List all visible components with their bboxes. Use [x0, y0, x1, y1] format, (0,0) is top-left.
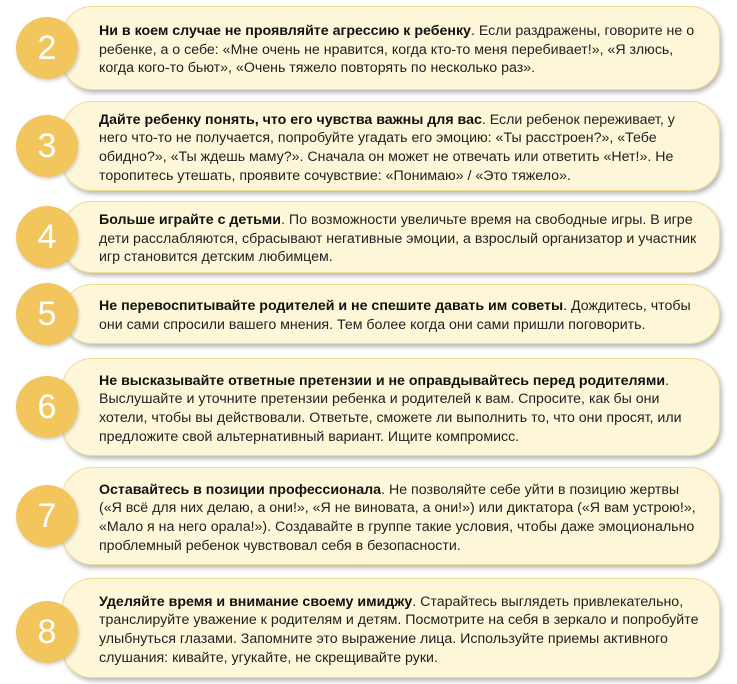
tip-body: . Если ребенок переживает, у него что-то не получается, попробуйте угадать его эмоцию: «Ты расстроен?», «Тебе обидно?», «Ты ждешь маму?». Сначала он может не отвечать или ответить «Нет!». Не торопитесь утешать, проявите сочувствие: «Понимаю» / «Это тяжело». [99, 111, 675, 184]
tip-title: Больше играйте с детьми [99, 212, 282, 229]
number-badge: 2 [16, 17, 78, 79]
tip-card [62, 201, 720, 273]
tip-item-8 [0, 578, 737, 678]
tip-body: . Выслушайте и уточните претензии ребенка и родителей к вам. Спросите, как бы они хотели, чтобы вы действовали. Ответьте, сможете ли выполнить то, что они просят, или предложите свой альтернативный вариант. Ищите компромисс. [99, 372, 682, 445]
tip-title: Не перевоспитывайте родителей и не спешите давать им советы [99, 298, 564, 315]
tip-text [99, 593, 699, 667]
tip-title: Дайте ребенку понять, что его чувства важны для вас [99, 111, 482, 128]
tip-item-5 [0, 284, 737, 344]
tip-body: . По возможности увеличьте время на свободные игры. В игре дети расслабляются, сбрасывают негативные эмоции, а взрослый организатор и участник игр становится детским любимцем. [99, 212, 697, 266]
number-badge: 8 [16, 601, 78, 663]
tip-body: . Если раздражены, говорите не о ребенке, а о себе: «Мне очень не нравится, когда кто-то меня перебивает!», «Я злюсь, когда кого-то бьют», «Очень тяжело повторять по несколько раз». [99, 23, 695, 77]
tip-item-2 [0, 6, 737, 90]
tip-text [99, 297, 699, 334]
number-badge: 4 [16, 206, 78, 268]
tip-text [99, 22, 699, 78]
tip-body: . Не позволяйте себе уйти в позицию жертвы («Я всё для них делаю, а они!», «Я не виновата, а они!») или диктатора («Я вам устрою!», «Мало я на него орала!»). Создавайте в группе такие условия, чтобы даже эмоционально проблемный ребенок чувствовал себя в безопасности. [99, 481, 696, 554]
tip-card [62, 467, 720, 565]
tip-title: Не высказывайте ответные претензии и не оправдывайтесь перед родителями [99, 372, 666, 389]
tip-item-3 [0, 101, 737, 191]
number-badge: 6 [16, 376, 78, 438]
number-badge: 5 [16, 283, 78, 345]
tip-body: . Дождитесь, чтобы они сами спросили вашего мнения. Тем более когда они сами пришли поговорить. [99, 298, 691, 333]
tip-body: . Старайтесь выглядеть привлекательно, транслируйте уважение к родителям и детям. Посмотрите на себя в зеркало и попробуйте улыбнуться глазами. Запомните это выражение лица. Используйте приемы активного слушания: кивайте, угукайте, не скрещивайте руки. [99, 593, 699, 666]
tip-title: Уделяйте время и внимание своему имиджу [99, 593, 413, 610]
tip-item-4 [0, 201, 737, 273]
tip-text [99, 372, 699, 446]
tip-card [62, 6, 720, 90]
tip-text [99, 111, 699, 185]
number-badge: 7 [16, 485, 78, 547]
tip-item-7 [0, 467, 737, 565]
tip-title: Оставайтесь в позиции профессионала [99, 481, 382, 498]
number-badge: 3 [16, 115, 78, 177]
tip-item-6 [0, 358, 737, 456]
tip-text [99, 211, 699, 267]
tip-text [99, 481, 699, 555]
tip-card [62, 358, 720, 456]
tip-card [62, 578, 720, 678]
tip-card [62, 101, 720, 191]
tip-title: Ни в коем случае не проявляйте агрессию к ребенку [99, 23, 471, 40]
tip-card [62, 284, 720, 344]
